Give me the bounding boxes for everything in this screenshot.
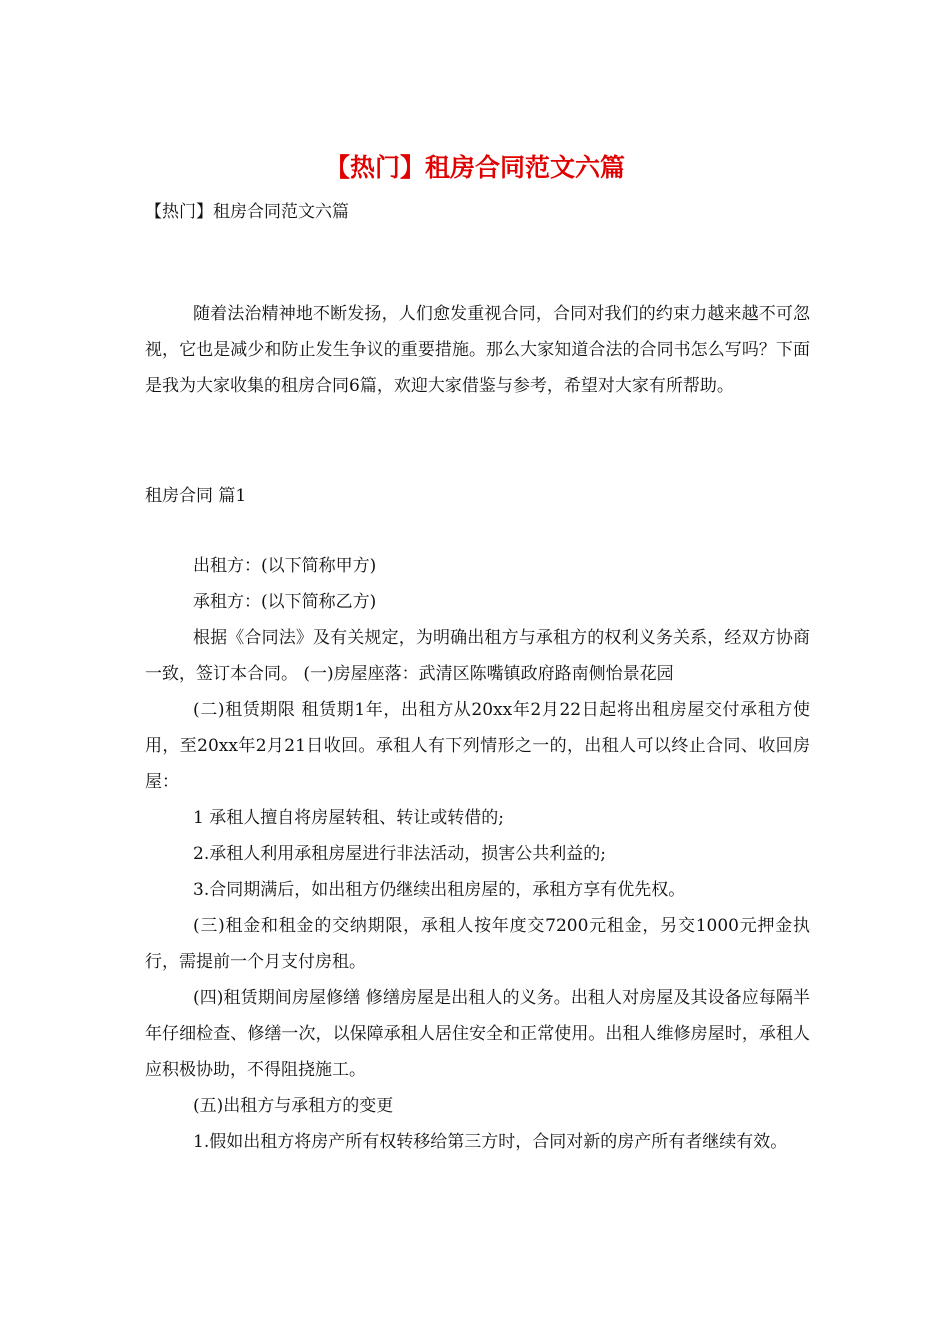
intro-paragraph: 随着法治精神地不断发扬，人们愈发重视合同，合同对我们的约束力越来越不可忽视，它也是减少和防止发生争议的重要措施。那么大家知道合法的合同书怎么写吗？下面是我为大家收集的租房合同6篇，欢迎大家借鉴与参考，希望对大家有所帮助。 xyxy=(145,304,810,396)
paragraph-item-1: 1 承租人擅自将房屋转租、转让或转借的; xyxy=(193,808,504,828)
paragraph-lessor: 出租方：(以下简称甲方) xyxy=(193,556,377,576)
paragraph-preamble: 根据《合同法》及有关规定，为明确出租方与承租方的权利义务关系，经双方协商一致，签订本合同。 (一)房屋座落：武清区陈嘴镇政府路南侧怡景花园 xyxy=(145,628,810,684)
paragraph-item-3: 3.合同期满后，如出租方仍继续出租房屋的，承租方享有优先权。 xyxy=(193,880,686,900)
document-title: 【热门】租房合同范文六篇 xyxy=(324,153,625,182)
paragraph-changes: (五)出租方与承租方的变更 xyxy=(193,1096,394,1116)
section-heading: 租房合同 篇1 xyxy=(145,486,247,506)
paragraph-lessee: 承租方：(以下简称乙方) xyxy=(193,592,377,612)
paragraph-lease-term: (二)租赁期限 租赁期1年，出租方从20xx年2月22日起将出租房屋交付承租方使用，至20xx年2月21日收回。承租人有下列情形之一的，出租人可以终止合同、收回房屋： xyxy=(145,700,810,792)
document-subtitle: 【热门】租房合同范文六篇 xyxy=(145,202,349,222)
paragraph-item-2: 2.承租人利用承租房屋进行非法活动，损害公共利益的; xyxy=(193,844,606,864)
paragraph-rent: (三)租金和租金的交纳期限，承租人按年度交7200元租金，另交1000元押金执行，需提前一个月支付房租。 xyxy=(145,916,810,972)
paragraph-repairs: (四)租赁期间房屋修缮 修缮房屋是出租人的义务。出租人对房屋及其设备应每隔半年仔细检查、修缮一次，以保障承租人居住安全和正常使用。出租人维修房屋时，承租人应积极协助，不得阻挠施工。 xyxy=(145,988,810,1080)
paragraph-changes-1: 1.假如出租方将房产所有权转移给第三方时，合同对新的房产所有者继续有效。 xyxy=(193,1132,788,1152)
contract-body xyxy=(145,548,810,1160)
intro-section xyxy=(145,296,810,404)
